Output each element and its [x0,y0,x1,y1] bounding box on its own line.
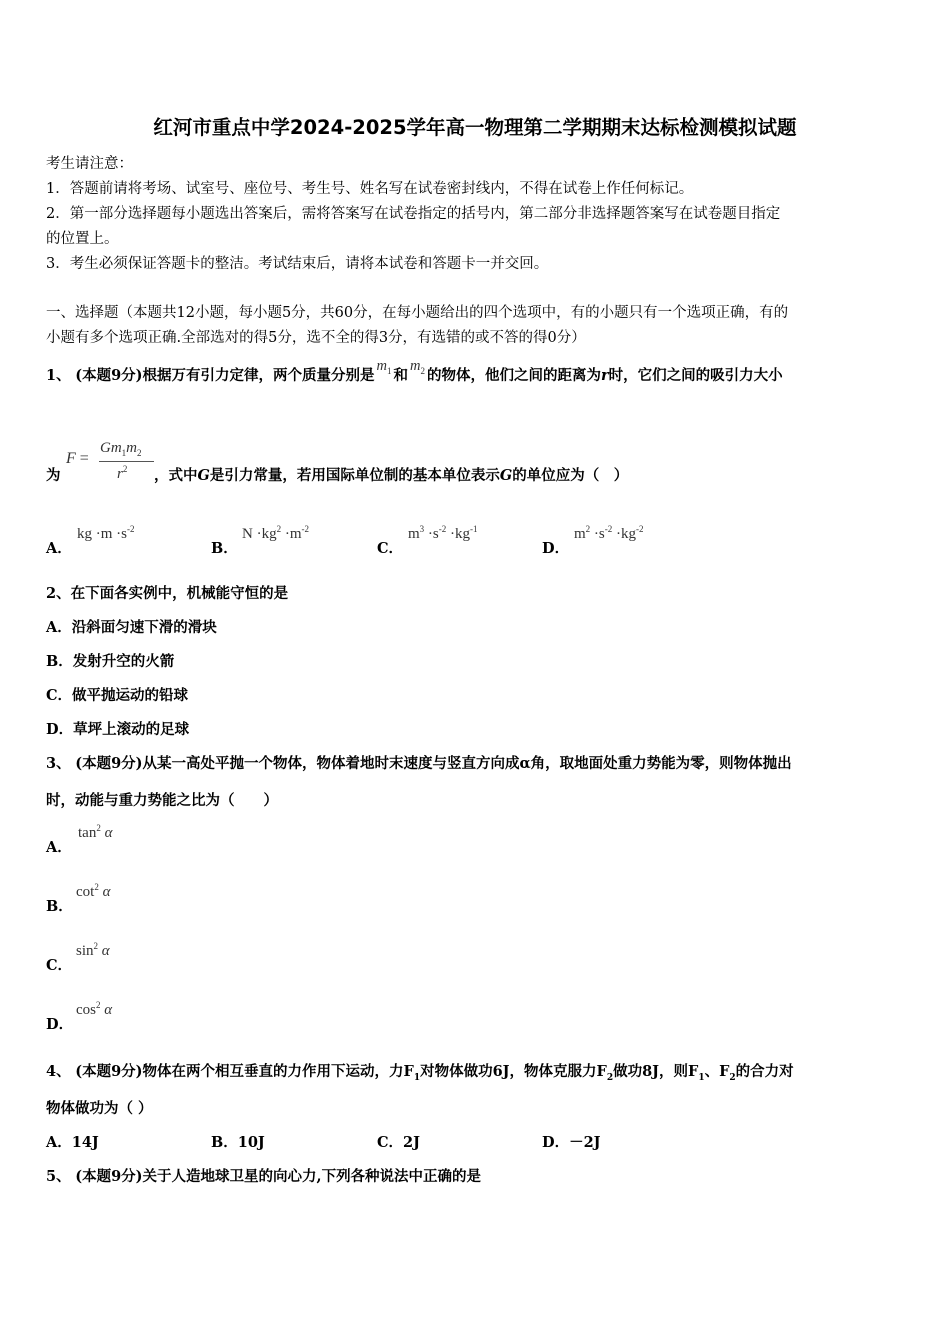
q1-score: (本题9分) [75,367,143,384]
q2-option-d[interactable]: D．草坪上滚动的足球 [46,721,190,738]
q1-option-a-unit: kg $\cdot m \cdot s^{-2}$ [77,524,135,542]
notice-item-3: 3．考生必须保证答题卡的整洁。考试结束后，请将本试卷和答题卡一并交回。 [46,256,549,272]
q3-option-c-expr: $\sin^2 \alpha$ [76,941,110,959]
q3-stem-line1: 3、 (本题9分)从某一高处平抛一个物体，物体着地时末速度与竖直方向成α角，取地面处重力势能为零，则物体抛出 [46,755,792,772]
section1-instructions-1: 一、选择题（本题共12小题，每小题5分，共60分，在每小题给出的四个选项中，有的小题只有一个选项正确，有的 [46,305,789,321]
q4-option-b[interactable]: B．10J [211,1134,265,1151]
q1-text-b: 的物体，他们之间的距离为 [426,367,601,384]
q1-option-b-unit: $N \cdot kg^2 \cdot m^{-2}$ [242,524,309,542]
q1-mass-m1: $m_1$ [376,358,392,376]
q2-stem: 2、在下面各实例中，机械能守恒的是 [46,585,289,602]
q3-option-a-expr: $\tan^2 \alpha$ [78,823,113,841]
q5-stem: 5、 (本题9分)关于人造地球卫星的向心力,下列各种说法中正确的是 [46,1168,482,1185]
q4-option-a[interactable]: A．14J [46,1134,99,1151]
q2-option-b[interactable]: B．发射升空的火箭 [46,653,175,670]
q1-formula-numerator: $Gm_1m_2$ [100,440,142,458]
q1-wei: 为 [46,467,61,484]
q4-stem-line1: 4、 (本题9分)物体在两个相互垂直的力作用下运动，力$F_1$对物体做功6J，物体克服力$F_2$做功8J，则$F_1$、$F_2$的合力对 [46,1063,794,1083]
q1-text-c: 时，它们之间的吸引力大小 [608,367,783,384]
q1-formula-denominator: $r^2$ [117,464,128,482]
notice-item-1: 1．答题前请将考场、试室号、座位号、考生号、姓名写在试卷密封线内，不得在试卷上作任何标记。 [46,181,694,197]
notice-item-2: 2．第一部分选择题每小题选出答案后，需将答案写在试卷指定的括号内，第二部分非选择题答案写在试卷题目指定 [46,206,781,222]
q1-option-b-label[interactable]: B． [211,540,238,557]
q1-option-c-unit: $m^3 \cdot s^{-2} \cdot kg^{-1}$ [408,524,478,542]
q1-option-d-label[interactable]: D． [542,540,570,557]
q3-option-b-label[interactable]: B． [46,898,73,915]
q1-r: r [600,367,609,384]
q1-formula-F: F = [66,450,89,467]
q1-option-c-label[interactable]: C． [377,540,404,557]
notice-item-2-cont: 的位置上。 [46,231,119,247]
q2-option-a[interactable]: A．沿斜面匀速下滑的滑块 [46,619,217,636]
section1-instructions-2: 小题有多个选项正确.全部选对的得5分，选不全的得3分，有选错的或不答的得0分） [46,330,586,346]
q3-option-d-expr: $\cos^2 \alpha$ [76,1000,113,1018]
q1-fraction-bar [99,461,154,462]
q3-option-c-label[interactable]: C． [46,957,73,974]
q2-option-c[interactable]: C．做平抛运动的铅球 [46,687,189,704]
q1-stem-line1 [46,358,783,386]
q3-option-a-label[interactable]: A． [46,839,72,856]
q4-option-c[interactable]: C．2J [377,1134,420,1151]
q1-option-d-unit: $m^2 \cdot s^{-2} \cdot kg^{-2}$ [574,524,644,542]
q1-option-a-label[interactable]: A． [46,540,72,557]
page-title: 红河市重点中学2024-2025学年高一物理第二学期期末达标检测模拟试题 [153,116,797,139]
q1-mass-m2: $m_2$ [410,358,425,376]
q1-text-a: 根据万有引力定律，两个质量分别是 [142,367,375,384]
q3-option-b-expr: $\cot^2 \alpha$ [76,882,111,900]
q3-option-d-label[interactable]: D． [46,1016,74,1033]
q4-option-d[interactable]: D．－2J [542,1134,601,1151]
notice-heading: 考生请注意： [46,156,133,172]
q1-stem-line2: ，式中G是引力常量，若用国际单位制的基本单位表示G的单位应为（ ） [154,467,629,484]
q3-stem-line2: 时，动能与重力势能之比为（ ） [46,792,278,809]
q1-number: 1、 [46,367,71,384]
q4-stem-line2: 物体做功为（ ） [46,1100,153,1117]
q1-and: 和 [393,367,408,384]
